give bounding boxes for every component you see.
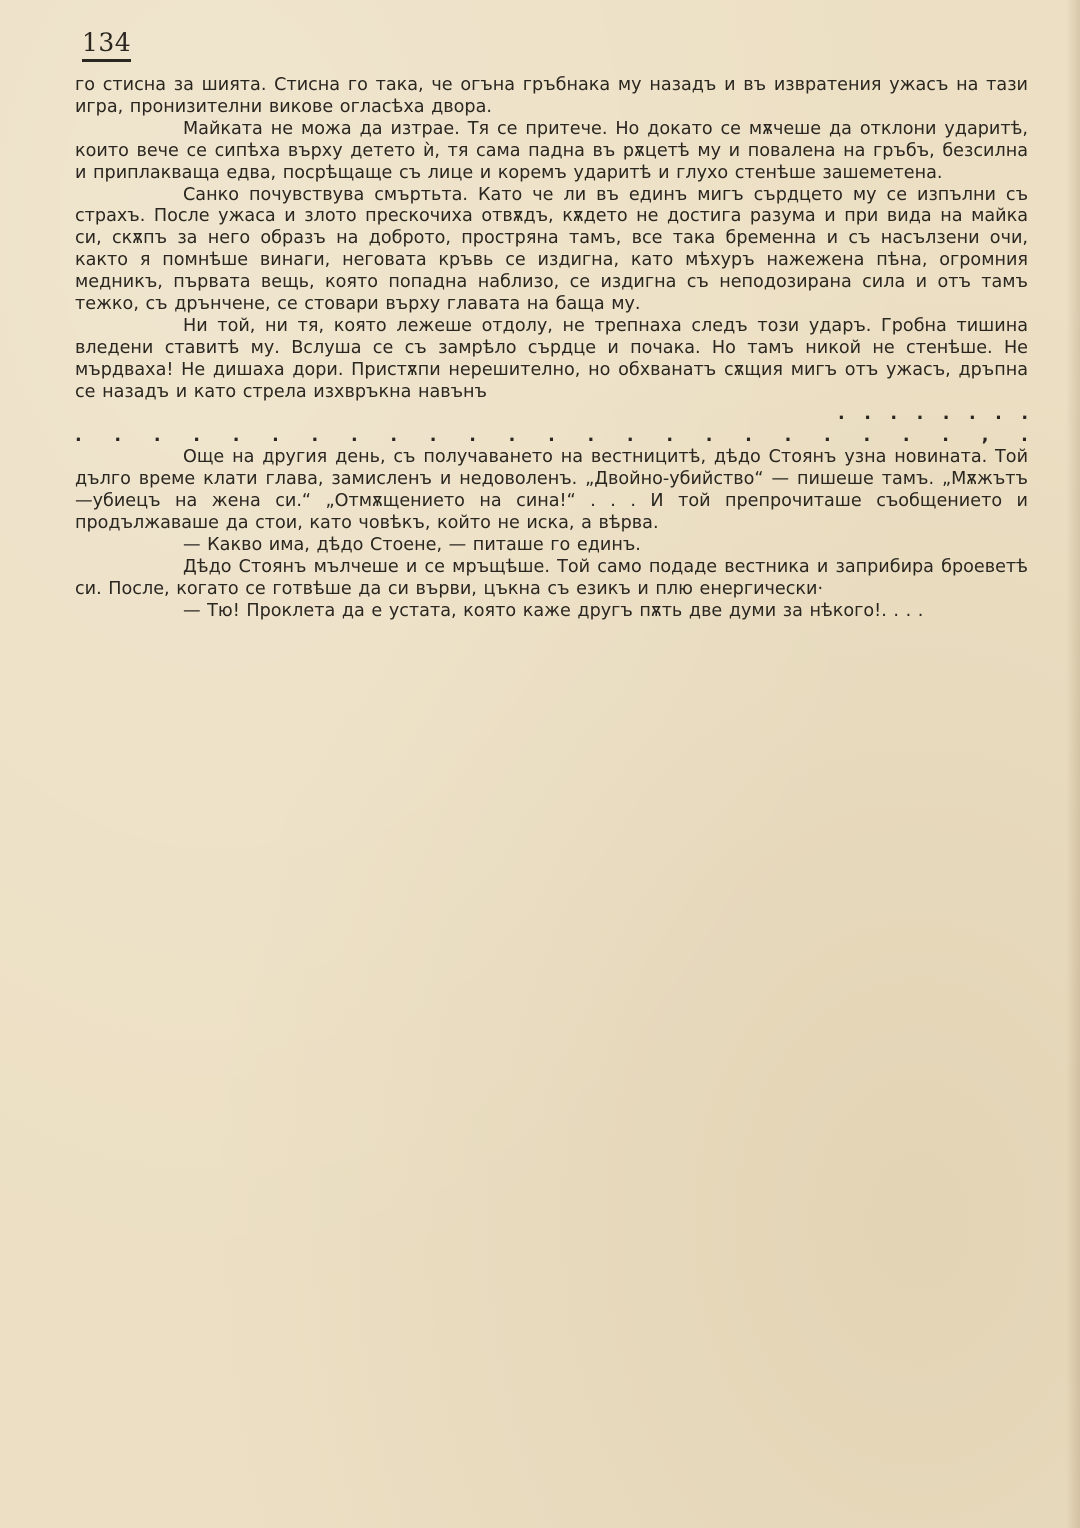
dot-leader-line-1 [75, 404, 1028, 426]
paragraph-8: — Тю! Проклета да е устата, която каже другъ пѫть две думи за нѣкого!. . . . [183, 600, 924, 621]
dot-mark: , [981, 425, 989, 446]
dot-leader-line-2 [75, 426, 1028, 448]
dot-mark: . [942, 425, 949, 446]
dot-mark: . [902, 425, 910, 446]
paragraph-5: Още на другия день, съ получаването на вестницитѣ, дѣдо Стоянъ узна новината. Той дълго време клати глава, замисленъ и недоволенъ. „Двойно-убийство“ — пишеше тамъ. „Мѫжътъ —убиецъ на жена си.“ „Отмѫщението на сина!“ . . . И той препрочиташе съобщението и продължаваше да стои, като човѣкъ, който не иска, а вѣрва. [75, 447, 1028, 534]
dot-mark: . [350, 425, 358, 446]
dot-mark: . [995, 403, 1002, 424]
body-text [75, 75, 1028, 623]
dot-mark: . [193, 425, 200, 446]
dot-mark: . [75, 425, 82, 446]
dot-mark: . [429, 425, 437, 446]
dot-mark: . [864, 403, 871, 424]
dot-leader-text [75, 426, 1028, 448]
dot-mark: . [587, 425, 595, 446]
paragraph-3: Санко почувствува смъртьта. Като че ли въ единъ мигъ сърдцето му се изпълни съ страхъ. После ужаса и злото прескочиха отвѫдъ, кѫдето не достига разума и при вида на майка си, скѫпъ за него образъ на доброто, простряна тамъ, все така бременна и съ насълзени очи, както я помнѣше винаги, неговата кръвь се издигна, като мѣхуръ нажежена пѣна, огромния медникъ, първата вещь, която попадна наблизо, се издигна съ неподозирана сила и отъ тамъ тежко, съ дрънчене, се стовари върху главата на баща му. [75, 184, 1028, 315]
dot-mark: . [153, 425, 161, 446]
dot-mark: . [863, 425, 871, 446]
paragraph-6: — Какво има, дѣдо Стоене, — питаше го единъ. [183, 535, 641, 556]
paragraph-2: Майката не можа да изтрае. Тя се притече. Но докато се мѫчеше да отклони ударитѣ, които вече се сипѣха върху детето ѝ, тя сама падна въ рѫцетѣ му и повалена на гръбъ, безсилна и приплакваща едва, посрѣщаще съ лице и коремъ ударитѣ и глухо стенѣше зашеметена. [75, 118, 1028, 183]
dot-mark: . [705, 425, 713, 446]
page-edge-shadow [1066, 0, 1080, 1528]
dot-mark: . [272, 425, 279, 446]
dot-mark: . [508, 425, 516, 446]
paragraph-4: Ни той, ни тя, която лежеше отдолу, не трепнаха следъ този ударъ. Гробна тишина вледени ставитѣ му. Вслуша се съ замрѣло сърдце и почака. Но тамъ никой не стенѣше. Не мърдваха! Не дишаха дори. Пристѫпи нерешително, но обхванатъ сѫщия мигъ отъ ужасъ, дръпна се назадъ и като стрела изхвръкна навънъ [75, 315, 1028, 402]
dot-mark: . [784, 425, 792, 446]
dot-leader-text [838, 404, 1028, 426]
dot-mark: . [745, 425, 752, 446]
dot-mark: . [311, 425, 319, 446]
dot-mark: . [916, 403, 924, 424]
paragraph-1: го стисна за шията. Стисна го така, че огъна гръбнака му назадъ и въ извратения ужасъ на тази игра, пронизителни викове огласѣха двора. [75, 75, 1028, 117]
paragraph-7: Дѣдо Стоянъ мълчеше и се мръщѣше. Той само подаде вестника и заприбира броеветѣ си. После, когато се готвѣше да си върви, цъкна съ езикъ и плю енергически· [75, 556, 1028, 599]
dot-mark: . [1021, 425, 1028, 446]
page-number: 134 [82, 28, 131, 62]
dot-mark: . [390, 425, 398, 446]
dot-mark: . [548, 425, 555, 446]
dot-mark: . [838, 403, 845, 424]
dot-mark: . [626, 425, 634, 446]
dot-mark: . [824, 425, 831, 446]
dot-mark: . [232, 425, 240, 446]
dot-mark: . [114, 425, 122, 446]
dot-mark: . [666, 425, 674, 446]
dot-mark: . [942, 403, 950, 424]
dot-mark: . [968, 403, 976, 424]
dot-mark: . [469, 425, 476, 446]
dot-mark: . [1021, 403, 1028, 424]
dot-mark: . [890, 403, 898, 424]
